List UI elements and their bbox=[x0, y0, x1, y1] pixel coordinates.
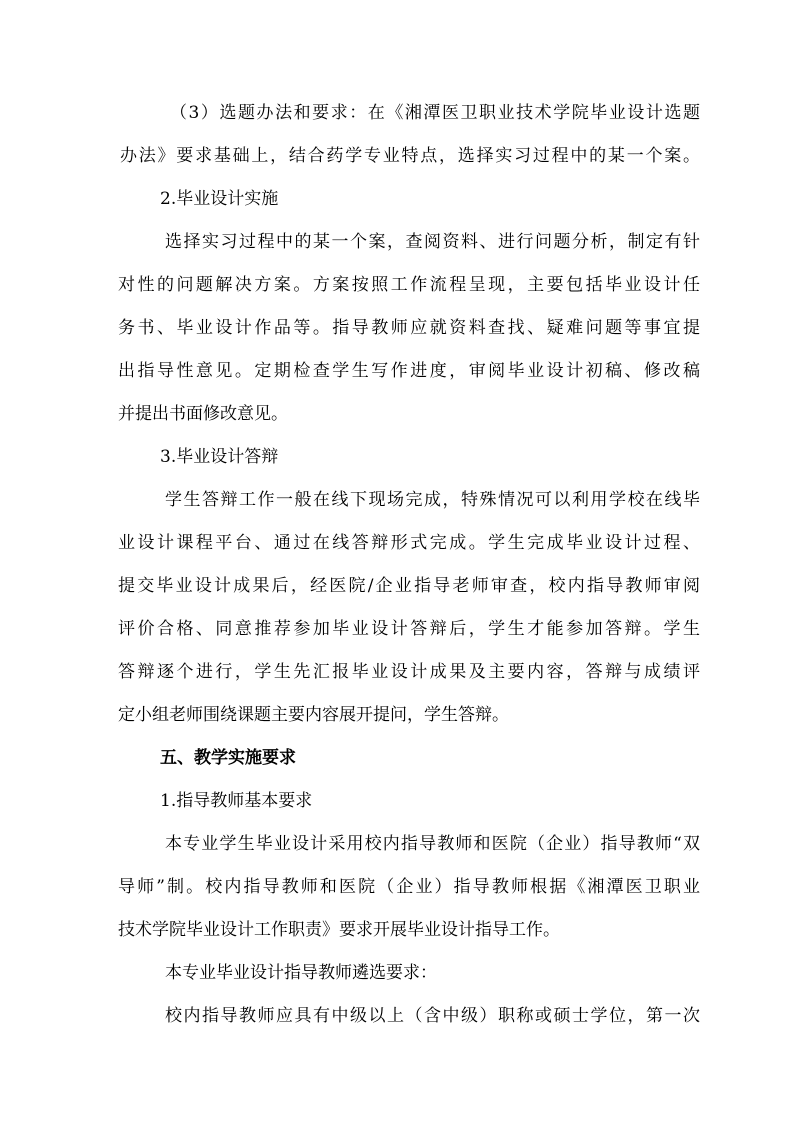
section-heading: 1.指导教师基本要求 bbox=[160, 791, 313, 811]
paragraph-line: 本专业毕业设计指导教师遴选要求： bbox=[165, 963, 437, 983]
paragraph-line: 务书、毕业设计作品等。指导教师应就资料查找、疑难问题等事宜提 bbox=[118, 318, 700, 338]
paragraph-line: 校内指导教师应具有中级以上（含中级）职称或硕士学位，第一次 bbox=[165, 1006, 700, 1026]
paragraph-line: 对性的问题解决方案。方案按照工作流程呈现，主要包括毕业设计任 bbox=[118, 275, 700, 295]
chapter-heading: 五、教学实施要求 bbox=[160, 748, 296, 768]
paragraph-line: 业设计课程平台、通过在线答辩形式完成。学生完成毕业设计过程、 bbox=[118, 533, 700, 553]
paragraph-line: 定小组老师围绕课题主要内容展开提问，学生答辩。 bbox=[118, 705, 509, 725]
paragraph-line: 并提出书面修改意见。 bbox=[118, 404, 288, 424]
paragraph-line: 导师”制。校内指导教师和医院（企业）指导教师根据《湘潭医卫职业 bbox=[118, 877, 700, 897]
section-heading: 3.毕业设计答辩 bbox=[160, 447, 279, 467]
paragraph-line: 选择实习过程中的某一个案，查阅资料、进行问题分析，制定有针 bbox=[165, 232, 700, 252]
paragraph-line: 评价合格、同意推荐参加毕业设计答辩后，学生才能参加答辩。学生 bbox=[118, 619, 700, 639]
paragraph-line: 出指导性意见。定期检查学生写作进度，审阅毕业设计初稿、修改稿 bbox=[118, 361, 700, 381]
paragraph-line: 本专业学生毕业设计采用校内指导教师和医院（企业）指导教师“双 bbox=[165, 834, 700, 854]
section-heading: 2.毕业设计实施 bbox=[160, 189, 279, 209]
paragraph-line: 提交毕业设计成果后，经医院/企业指导老师审查，校内指导教师审阅 bbox=[118, 576, 700, 596]
paragraph-line: 技术学院毕业设计工作职责》要求开展毕业设计指导工作。 bbox=[118, 920, 560, 940]
paragraph-line: 学生答辩工作一般在线下现场完成，特殊情况可以利用学校在线毕 bbox=[165, 490, 700, 510]
paragraph-line: （3）选题办法和要求：在《湘潭医卫职业技术学院毕业设计选题 bbox=[170, 103, 700, 123]
paragraph-line: 办法》要求基础上，结合药学专业特点，选择实习过程中的某一个案。 bbox=[120, 146, 700, 166]
paragraph-line: 答辩逐个进行，学生先汇报毕业设计成果及主要内容，答辩与成绩评 bbox=[118, 662, 700, 682]
